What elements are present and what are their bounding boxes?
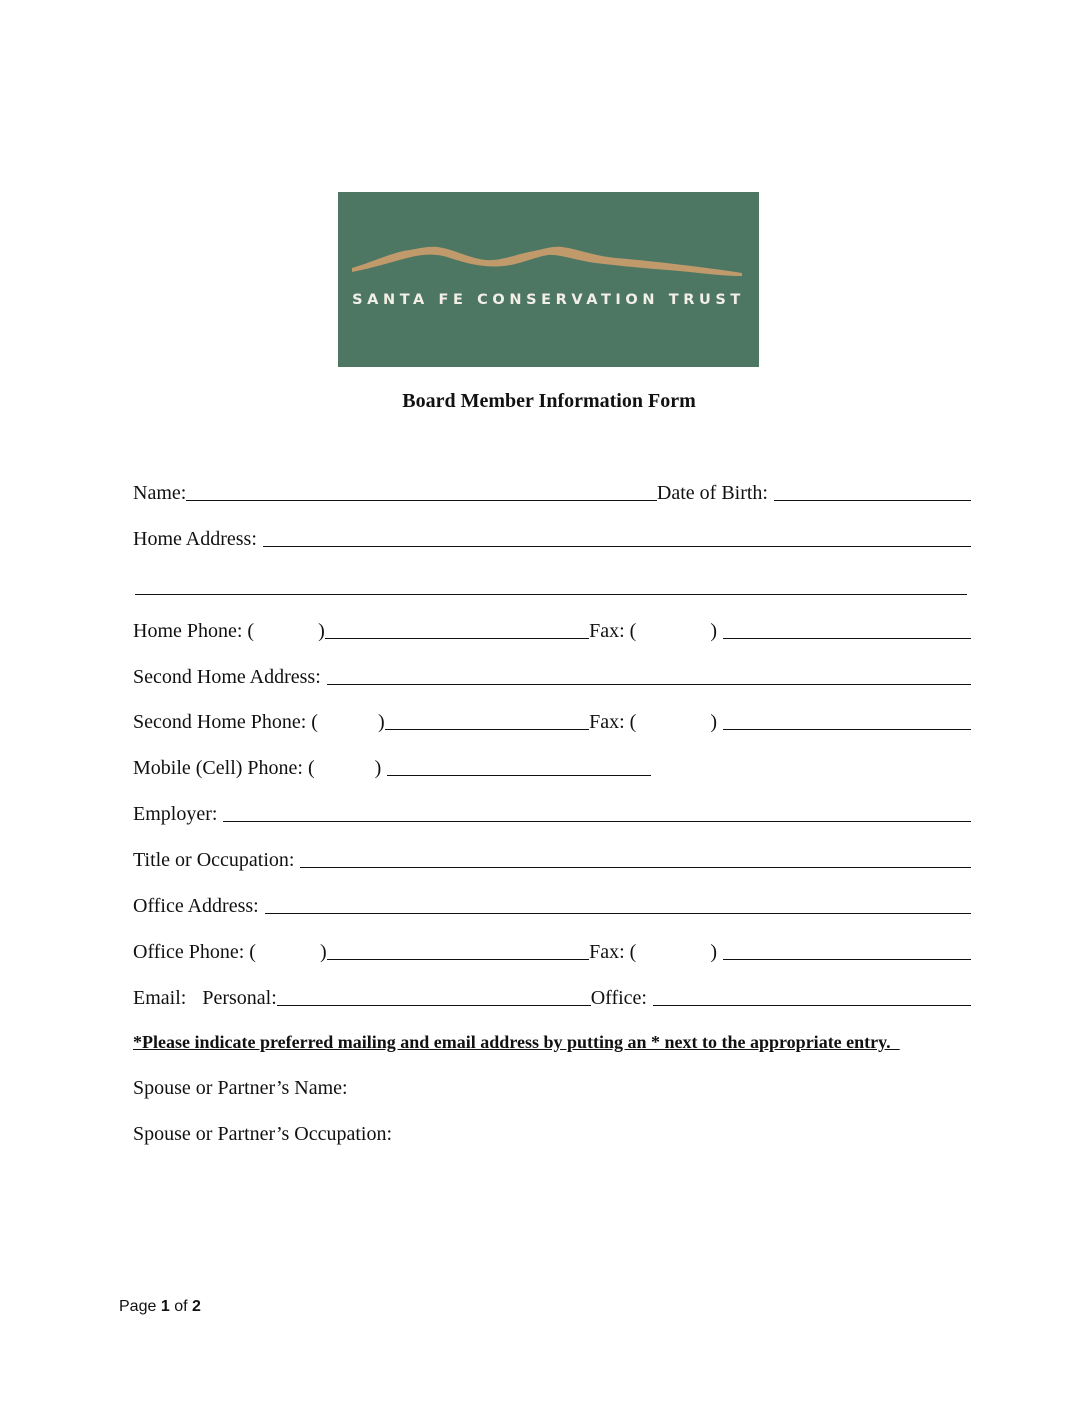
title-label: Title or Occupation: [133, 849, 295, 871]
mobile-phone-label: Mobile (Cell) Phone: ( [133, 757, 315, 779]
office-address-label: Office Address: [133, 895, 259, 917]
title-field[interactable] [300, 867, 971, 868]
page-number [119, 1298, 201, 1316]
office-email-label: Office: [590, 987, 647, 1009]
office-email-field[interactable] [653, 1005, 971, 1006]
home-address-line-2[interactable] [135, 594, 967, 595]
preferred-address-note: *Please indicate preferred mailing and email address by putting an * next to the appropriate entry. [133, 1032, 900, 1052]
office-address-row [133, 889, 971, 917]
second-home-fax-field[interactable] [723, 729, 971, 730]
personal-email-label: Personal: [202, 987, 277, 1009]
dob-field[interactable] [774, 500, 971, 501]
of-word: of [174, 1298, 188, 1315]
mountain-icon [338, 192, 759, 367]
paren-close: ) [318, 620, 325, 642]
paren-close: ) [710, 941, 717, 963]
second-home-address-label: Second Home Address: [133, 666, 321, 688]
personal-email-field[interactable] [277, 1005, 591, 1006]
office-phone-row [133, 935, 971, 963]
employer-label: Employer: [133, 803, 218, 825]
home-phone-label: Home Phone: ( [133, 620, 255, 642]
office-address-field[interactable] [265, 913, 971, 914]
email-label: Email: [133, 987, 187, 1009]
email-row [133, 981, 971, 1009]
fax-label: Fax: ( [589, 711, 637, 733]
paren-close: ) [710, 711, 717, 733]
office-phone-label: Office Phone: ( [133, 941, 256, 963]
second-home-phone-label: Second Home Phone: ( [133, 711, 318, 733]
organization-logo [338, 192, 759, 367]
second-home-phone-row [133, 705, 971, 733]
spouse-occupation-label: Spouse or Partner’s Occupation: [133, 1123, 393, 1145]
paren-close: ) [710, 620, 717, 642]
name-dob-row [133, 476, 971, 504]
current-page: 1 [160, 1298, 170, 1315]
second-home-phone-field[interactable] [385, 729, 589, 730]
title-row [133, 843, 971, 871]
fax-label: Fax: ( [589, 620, 637, 642]
paren-close: ) [377, 711, 385, 733]
employer-field[interactable] [223, 821, 971, 822]
employer-row [133, 797, 971, 825]
home-fax-field[interactable] [723, 638, 971, 639]
spouse-name-label: Spouse or Partner’s Name: [133, 1077, 348, 1099]
total-pages: 2 [191, 1298, 201, 1315]
organization-name: SANTA FE CONSERVATION TRUST [352, 292, 745, 308]
home-address-label: Home Address: [133, 528, 257, 550]
paren-close: ) [319, 941, 327, 963]
mobile-phone-field[interactable] [387, 775, 651, 776]
form-title: Board Member Information Form [402, 390, 696, 412]
home-phone-field[interactable] [325, 638, 589, 639]
office-fax-field[interactable] [723, 959, 971, 960]
home-phone-row [133, 614, 971, 642]
second-home-address-field[interactable] [327, 684, 971, 685]
home-address-row [133, 522, 971, 550]
page-word: Page [119, 1298, 157, 1315]
paren-close: ) [374, 757, 382, 779]
name-label: Name: [133, 482, 187, 504]
mobile-phone-row [133, 751, 651, 779]
name-field[interactable] [186, 500, 657, 501]
home-address-field[interactable] [263, 546, 971, 547]
dob-label: Date of Birth: [656, 482, 768, 504]
second-home-address-row [133, 660, 971, 688]
office-phone-field[interactable] [327, 959, 590, 960]
fax-label: Fax: ( [589, 941, 637, 963]
